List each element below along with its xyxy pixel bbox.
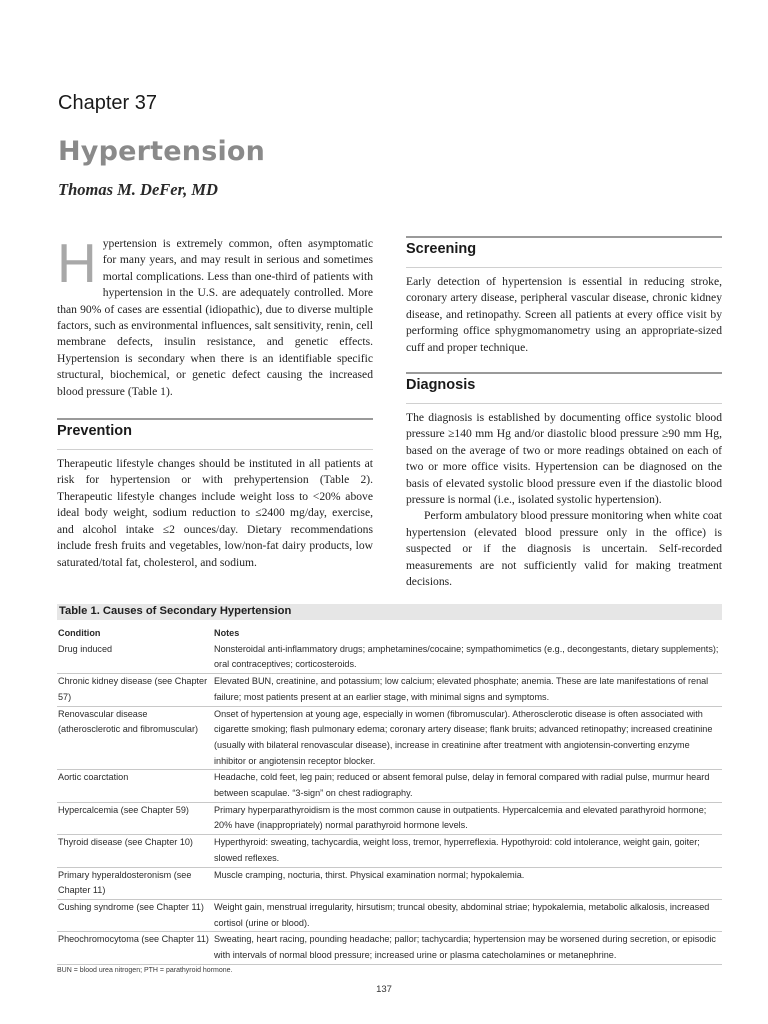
notes-cell: Headache, cold feet, leg pain; reduced or absent femoral pulse, delay in femoral compared with radial pulse, murmur heard between scapulae. “3-sign” on chest radiography. bbox=[213, 770, 722, 802]
screening-text: Early detection of hypertension is essential in reducing stroke, coronary artery disease, peripheral vascular disease, chronic kidney disease, and retinopathy. Screen all patients at every office visit by performing office sphygmomanometry using an appropriate-sized cuff and proper technique. bbox=[406, 275, 722, 354]
intro-text: ypertension is extremely common, often asymptomatic for many years, and may result in serious and sometimes mortal complications. Less than one-third of patients with hypertension in the U.S. are adequately controlled. More than 90% of cases are essential (idiopathic), due to diverse multiple factors, such as environmental influences, salt sensitivity, renin, cell membrane defects, insulin resistance, and genetic effects. Hypertension is secondary when there is an identifiable specific structural, biochemical, or genetic defect causing the increased blood pressure (Table 1). bbox=[57, 237, 373, 398]
condition-cell: Pheochromocytoma (see Chapter 11) bbox=[57, 932, 213, 964]
condition-cell: Thyroid disease (see Chapter 10) bbox=[57, 835, 213, 867]
prevention-heading: Prevention bbox=[57, 418, 373, 442]
condition-cell: Chronic kidney disease (see Chapter 57) bbox=[57, 674, 213, 706]
chapter-title: Hypertension bbox=[58, 136, 266, 167]
diagnosis-heading: Diagnosis bbox=[406, 372, 722, 396]
screening-heading: Screening bbox=[406, 236, 722, 260]
page-number: 137 bbox=[376, 984, 392, 995]
intro-paragraph bbox=[57, 232, 373, 400]
column-header-condition: Condition bbox=[58, 628, 101, 638]
table-row bbox=[57, 802, 722, 834]
notes-cell: Weight gain, menstrual irregularity, hirsutism; truncal obesity, abdominal striae; hypokalemia, metabolic alkalosis, increased cortisol (urine or blood). bbox=[213, 899, 722, 931]
drop-cap: H bbox=[57, 232, 97, 294]
table-footnote: BUN = blood urea nitrogen; PTH = parathyroid hormone. bbox=[57, 966, 233, 974]
prevention-text: Therapeutic lifestyle changes should be instituted in all patients at risk for hypertension or with prehypertension (Table 2). Therapeutic lifestyle changes include weight loss to <20% above ideal body weight, sodium reduction to ≤2400 mg/day, exercise, and alcohol intake ≤2 ounces/day. Dietary recommendations include fresh fruits and vegetables, low/non-fat dairy products, low saturated/total fat, cholesterol, and sodium. bbox=[57, 457, 373, 569]
author-name: Thomas M. DeFer, MD bbox=[58, 180, 218, 199]
condition-cell: Aortic coarctation bbox=[57, 770, 213, 802]
table-body bbox=[57, 620, 722, 965]
causes-table bbox=[57, 604, 722, 974]
table-title: Table 1. Causes of Secondary Hypertension bbox=[57, 604, 722, 620]
table-row bbox=[57, 899, 722, 931]
notes-cell: Primary hyperparathyroidism is the most common cause in outpatients. Hypercalcemia and elevated parathyroid hormone; 20% have (inappropriately) normal parathyroid hormone levels. bbox=[213, 802, 722, 834]
table-row bbox=[57, 674, 722, 706]
table-row bbox=[57, 932, 722, 964]
diagnosis-paragraph-2: Perform ambulatory blood pressure monitoring when white coat hypertension (elevated blood pressure only in the office) is suspected or if the diagnosis is uncertain. Self-recorded measurements are not sufficiently valid for making treatment decisions. bbox=[406, 509, 722, 589]
notes-cell: Hyperthyroid: sweating, tachycardia, weight loss, tremor, hyperreflexia. Hypothyroid: cold intolerance, weight gain, goiter; slowed reflexes. bbox=[213, 835, 722, 867]
diagnosis-paragraph-1: The diagnosis is established by documenting office systolic blood pressure ≥140 mm Hg and/or diastolic blood pressure ≥90 mm Hg, based on the average of two or more readings obtained on each of two or more office visits. Hypertension can be diagnosed on the basis of elevated systolic blood pressure even if the diastolic blood pressure is normal (i.e., isolated systolic hypertension). bbox=[406, 411, 722, 507]
table-row bbox=[57, 642, 722, 674]
left-column bbox=[57, 232, 373, 571]
table-row bbox=[57, 867, 722, 899]
table-row bbox=[57, 835, 722, 867]
column-header-notes: Notes bbox=[214, 628, 240, 638]
notes-cell: Onset of hypertension at young age, especially in women (fibromuscular). Atherosclerotic disease is often associated with cigarette smoking; flash pulmonary edema; coronary artery disease; flank bruits; advanced retinopathy; increased creatinine (usually with bilateral renovascular disease), increase in creatinine after treatment with angiotensin-converting enzyme inhibitor or angiotensin receptor blocker. bbox=[213, 706, 722, 770]
condition-cell: Cushing syndrome (see Chapter 11) bbox=[57, 899, 213, 931]
notes-cell: Elevated BUN, creatinine, and potassium; low calcium; elevated phosphate; anemia. These are late manifestations of renal failure; most patients present at an earlier stage, with minimal signs and symptoms. bbox=[213, 674, 722, 706]
condition-cell: Primary hyperaldosteronism (see Chapter 11) bbox=[57, 867, 213, 899]
notes-cell: Sweating, heart racing, pounding headache; pallor; tachycardia; hypertension may be worsened during secretion, or episodic with intervals of normal blood pressure; increased urine or plasma catecholamines or metanephrine. bbox=[213, 932, 722, 964]
table-row bbox=[57, 770, 722, 802]
right-column bbox=[406, 236, 722, 591]
notes-cell: Muscle cramping, nocturia, thirst. Physical examination normal; hypokalemia. bbox=[213, 867, 722, 899]
notes-cell: Nonsteroidal anti-inflammatory drugs; amphetamines/cocaine; sympathomimetics (e.g., decongestants, dietary supplements); oral contraceptives; corticosteroids. bbox=[213, 642, 722, 674]
condition-cell: Drug induced bbox=[57, 642, 213, 674]
chapter-label: Chapter 37 bbox=[58, 92, 157, 114]
condition-cell: Renovascular disease (atherosclerotic and fibromuscular) bbox=[57, 706, 213, 770]
table-row bbox=[57, 706, 722, 770]
condition-cell: Hypercalcemia (see Chapter 59) bbox=[57, 802, 213, 834]
